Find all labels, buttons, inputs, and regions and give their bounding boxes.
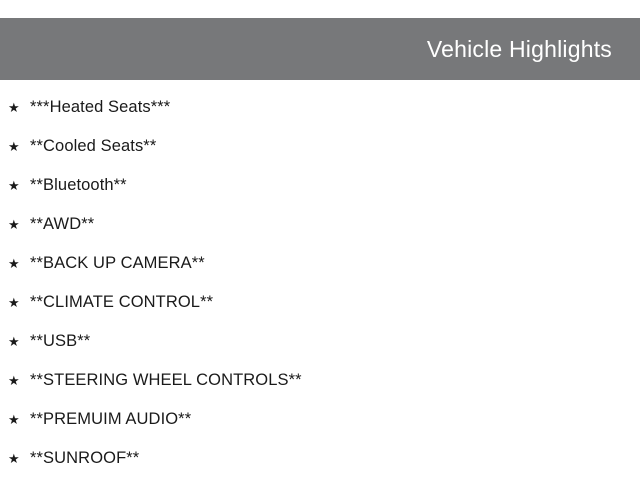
list-item <box>0 244 640 283</box>
star-bullet-icon: ★ <box>8 178 20 193</box>
list-item <box>0 166 640 205</box>
star-bullet-icon: ★ <box>8 100 20 115</box>
list-item-label: **CLIMATE CONTROL** <box>30 293 214 311</box>
star-bullet-icon: ★ <box>8 295 20 310</box>
list-item <box>0 400 640 439</box>
list-item <box>0 361 640 400</box>
list-item-label: **AWD** <box>30 215 95 233</box>
star-bullet-icon: ★ <box>8 412 20 427</box>
highlights-list <box>0 88 640 478</box>
list-item-label: **PREMUIM AUDIO** <box>30 410 192 428</box>
list-item-label: **BACK UP CAMERA** <box>30 254 205 272</box>
star-bullet-icon: ★ <box>8 139 20 154</box>
list-item <box>0 205 640 244</box>
list-item <box>0 283 640 322</box>
list-item-label: **Bluetooth** <box>30 176 127 194</box>
list-item-label: ***Heated Seats*** <box>30 98 171 116</box>
star-bullet-icon: ★ <box>8 217 20 232</box>
list-item-label: **STEERING WHEEL CONTROLS** <box>30 371 302 389</box>
star-bullet-icon: ★ <box>8 451 20 466</box>
list-item <box>0 88 640 127</box>
star-bullet-icon: ★ <box>8 334 20 349</box>
list-item-label: **USB** <box>30 332 91 350</box>
header-bar <box>0 18 640 80</box>
star-bullet-icon: ★ <box>8 373 20 388</box>
page-title: Vehicle Highlights <box>426 35 612 62</box>
list-item-label: **SUNROOF** <box>30 449 140 467</box>
list-item-label: **Cooled Seats** <box>30 137 157 155</box>
list-item <box>0 322 640 361</box>
star-bullet-icon: ★ <box>8 256 20 271</box>
list-item <box>0 127 640 166</box>
list-item <box>0 439 640 478</box>
